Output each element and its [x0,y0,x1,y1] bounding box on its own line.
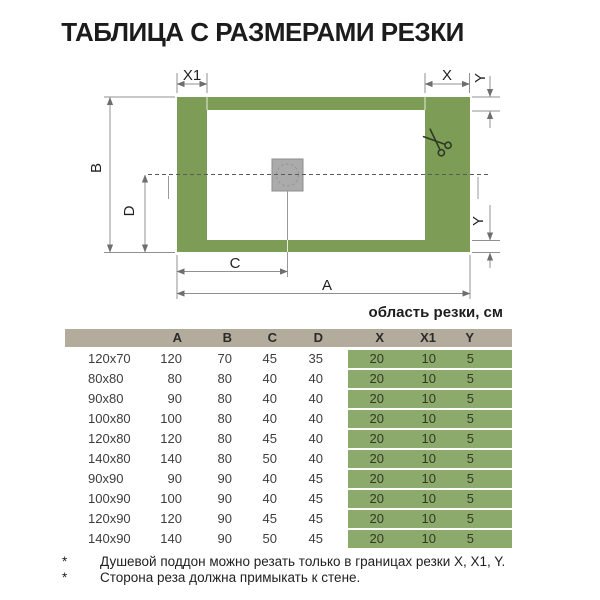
cell-filler [478,410,512,430]
table-row [65,410,512,430]
cell-size: 140x80 [88,451,131,466]
cell-d: 45 [308,531,323,546]
cell-y: 5 [440,370,478,390]
cell-b: 70 [217,351,232,366]
cell-filler [327,450,348,470]
cell-x1: 10 [388,490,440,510]
cell-size: 80x80 [88,371,124,386]
dim-a-label: A [321,277,333,294]
table-row [65,530,512,550]
cell-c: 40 [262,371,277,386]
cell-b: 80 [217,451,232,466]
cell-a: 120 [160,351,182,366]
cell-b: 80 [217,391,232,406]
cell-filler [327,390,348,410]
cell-y: 5 [440,430,478,450]
cell-a: 140 [160,531,182,546]
cell-filler [478,350,512,370]
cell-y: 5 [440,490,478,510]
footnote-marker: * [62,554,68,569]
page-title: ТАБЛИЦА С РАЗМЕРАМИ РЕЗКИ [61,17,464,47]
cell-a: 100 [160,411,182,426]
cell-a: 120 [160,431,182,446]
cell-filler [327,510,348,530]
cell-y: 5 [440,510,478,530]
header-cell-a: A [172,330,182,345]
table-row [65,370,512,390]
cell-x: 20 [348,370,388,390]
cell-filler [478,510,512,530]
cell-x1: 10 [388,370,440,390]
svg-text:Y: Y [472,72,489,84]
footnote-text: Сторона реза должна примыкать к стене. [100,569,361,585]
cell-a: 100 [160,491,182,506]
cell-x: 20 [348,450,388,470]
cell-filler [327,410,348,430]
cell-c: 45 [262,511,277,526]
header-cell-size [65,329,148,347]
cell-filler [478,530,512,550]
footnotes [62,554,562,585]
cell-a: 90 [167,391,182,406]
cell-size: 120x70 [88,351,131,366]
cell-b: 90 [217,491,232,506]
cell-filler [327,530,348,550]
svg-text:B: B [88,162,105,174]
cell-filler [327,470,348,490]
cell-x1: 10 [388,530,440,550]
header-cell-c: C [267,330,277,345]
cell-a: 120 [160,511,182,526]
dim-d-label [121,205,138,216]
cell-filler [327,350,348,370]
dim-x-label: X [441,67,453,84]
cell-d: 40 [308,371,323,386]
table-row [65,450,512,470]
cell-size: 100x80 [88,411,131,426]
header-cell-spacer [478,329,512,347]
size-table [65,329,512,550]
cell-filler [327,430,348,450]
cell-filler [327,370,348,390]
cell-x: 20 [348,390,388,410]
cell-x: 20 [348,490,388,510]
cell-c: 40 [262,411,277,426]
svg-text:D: D [121,205,138,217]
svg-text:Y: Y [470,215,487,227]
cell-b: 90 [217,511,232,526]
table-row [65,350,512,370]
dim-x1-label: X1 [182,67,202,84]
cell-filler [327,490,348,510]
table-row [65,510,512,530]
cell-x1: 10 [388,450,440,470]
cell-a: 90 [167,471,182,486]
cell-y: 5 [440,470,478,490]
cell-filler [478,370,512,390]
cell-size: 120x90 [88,511,131,526]
cell-c: 50 [262,451,277,466]
header-cell-x: X [375,330,384,345]
cell-filler [478,490,512,510]
header-cell-y: Y [465,330,474,345]
footnote-text: Душевой поддон можно резать только в границах резки X, X1, Y. [100,554,506,569]
cell-x: 20 [348,530,388,550]
cell-x: 20 [348,350,388,370]
cell-filler [478,470,512,490]
dim-c-label: C [229,255,241,272]
cell-b: 80 [217,371,232,386]
cell-a: 140 [160,451,182,466]
cell-d: 45 [308,511,323,526]
cell-y: 5 [440,530,478,550]
cell-d: 40 [308,431,323,446]
cell-d: 35 [308,351,323,366]
cell-x1: 10 [388,470,440,490]
cell-b: 80 [217,431,232,446]
table-row [65,470,512,490]
cell-x: 20 [348,410,388,430]
cell-x1: 10 [388,510,440,530]
cell-size: 120x80 [88,431,131,446]
dim-y-top-label [472,73,489,83]
cell-c: 40 [262,491,277,506]
cell-x: 20 [348,430,388,450]
dim-b-label [88,163,105,173]
cell-d: 45 [308,471,323,486]
cell-a: 80 [167,371,182,386]
table-row [65,390,512,410]
cell-c: 45 [262,431,277,446]
area-note: область резки, см [368,304,503,321]
header-cell-d: D [313,330,323,345]
cell-size: 100x90 [88,491,131,506]
cell-x: 20 [348,470,388,490]
cell-filler [478,450,512,470]
table-header [65,329,512,347]
cell-filler [478,430,512,450]
cell-x: 20 [348,510,388,530]
cell-y: 5 [440,410,478,430]
header-cell-x1: X1 [420,330,436,345]
dim-y-bottom-label [470,216,487,226]
table-body [65,350,512,550]
table-row [65,430,512,450]
cell-c: 50 [262,531,277,546]
footnote-line [62,554,562,570]
cell-size: 90x80 [88,391,124,406]
header-cell-spacer [327,329,348,347]
cell-x1: 10 [388,390,440,410]
cell-d: 40 [308,451,323,466]
cell-c: 40 [262,471,277,486]
cell-y: 5 [440,390,478,410]
cell-x1: 10 [388,410,440,430]
cell-b: 90 [217,531,232,546]
cell-size: 90x90 [88,471,124,486]
cell-c: 40 [262,391,277,406]
cell-d: 40 [308,391,323,406]
cell-x1: 10 [388,350,440,370]
cell-y: 5 [440,450,478,470]
cell-d: 40 [308,411,323,426]
cell-b: 80 [217,411,232,426]
cell-x1: 10 [388,430,440,450]
cell-b: 90 [217,471,232,486]
dim-y-bottom [472,205,500,268]
cell-filler [478,390,512,410]
table-row [65,490,512,510]
footnote-line [62,570,562,586]
cell-y: 5 [440,350,478,370]
footnote-marker: * [62,569,68,585]
cell-d: 45 [308,491,323,506]
header-cell-b: B [222,330,232,345]
cell-c: 45 [262,351,277,366]
cell-size: 140x90 [88,531,131,546]
